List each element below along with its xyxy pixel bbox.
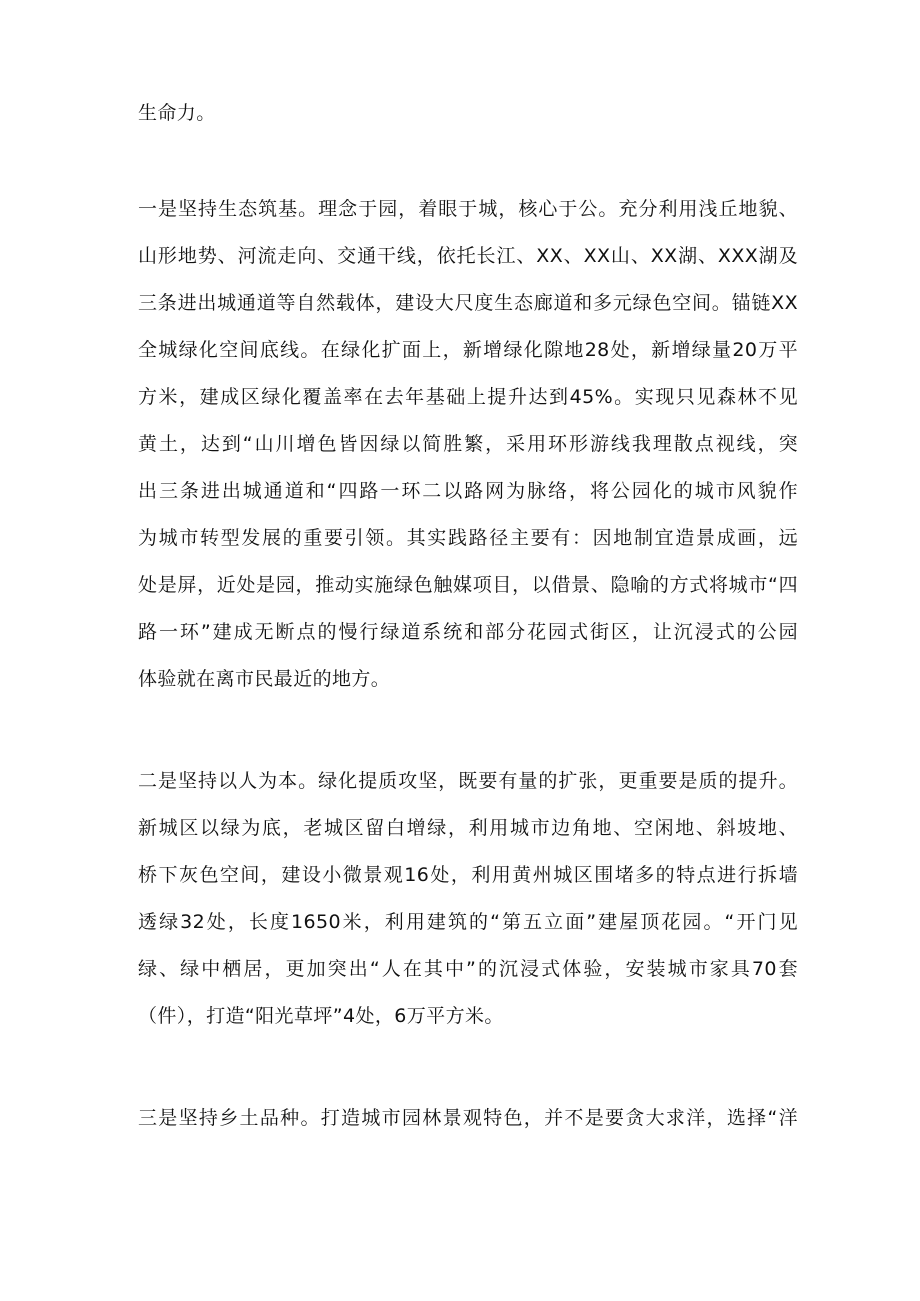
paragraph-people	[138, 758, 798, 1040]
text-line: 全城绿化空间底线。在绿化扩面上，新增绿化隙地28处，新增绿量20万平	[138, 339, 798, 361]
paragraph-continuation	[138, 90, 798, 137]
text-line: 三条进出城通道等自然载体，建设大尺度生态廊道和多元绿色空间。锚链XX	[138, 292, 798, 314]
text-line: 路一环”建成无断点的慢行绿道系统和部分花园式街区，让沉浸式的公园	[138, 621, 798, 643]
text-line: 一是坚持生态筑基。理念于园，着眼于城，核心于公。充分利用浅丘地貌、	[138, 198, 798, 220]
text-line: 新城区以绿为底，老城区留白增绿，利用城市边角地、空闲地、斜坡地、	[138, 817, 798, 839]
paragraph-ecology	[138, 186, 798, 703]
text-line: 透绿32处，长度1650米，利用建筑的“第五立面”建屋顶花园。“开门见	[138, 911, 798, 933]
text-line: 为城市转型发展的重要引领。其实践路径主要有：因地制宜造景成画，远	[138, 527, 798, 549]
text-line: 处是屏，近处是园，推动实施绿色触媒项目，以借景、隐喻的方式将城市“四	[138, 574, 798, 596]
text-line: 山形地势、河流走向、交通干线，依托长江、XX、XX山、XX湖、XXX湖及	[138, 245, 798, 267]
text-line: 三是坚持乡土品种。打造城市园林景观特色，并不是要贪大求洋，选择“洋	[138, 1107, 798, 1129]
paragraph-native-species	[138, 1095, 798, 1142]
text-line: 生命力。	[138, 102, 216, 124]
text-line: （件），打造“阳光草坪”4处，6万平方米。	[138, 1005, 504, 1027]
text-line: 出三条进出城通道和“四路一环二以路网为脉络，将公园化的城市风貌作	[138, 480, 798, 502]
text-line: 体验就在离市民最近的地方。	[138, 668, 391, 690]
text-line: 方米，建成区绿化覆盖率在去年基础上提升达到45%。实现只见森林不见	[138, 386, 798, 408]
text-line: 绿、绿中栖居，更加突出“人在其中”的沉浸式体验，安装城市家具70套	[138, 958, 798, 980]
text-line: 黄土，达到“山川增色皆因绿以简胜繁，采用环形游线我理散点视线，突	[138, 433, 798, 455]
text-line: 桥下灰色空间，建设小微景观16处，利用黄州城区围堵多的特点进行拆墙	[138, 864, 798, 886]
text-line: 二是坚持以人为本。绿化提质攻坚，既要有量的扩张，更重要是质的提升。	[138, 770, 798, 792]
